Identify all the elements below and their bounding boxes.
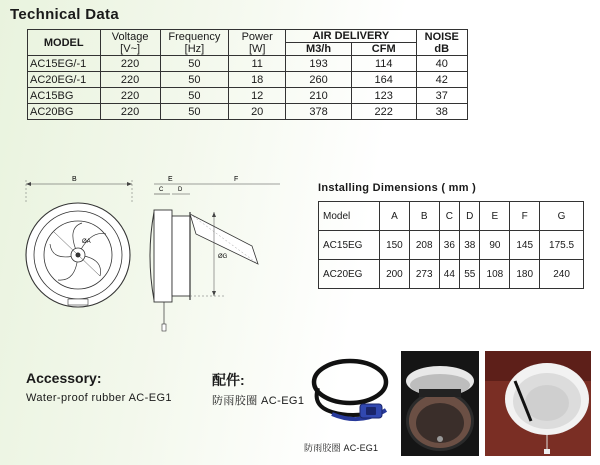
header-noise: NOISE dB [416,30,467,56]
value-cell: 273 [409,260,439,289]
header-cfm: CFM [351,43,416,56]
value-cell: 175.5 [540,231,584,260]
value-cell: 12 [229,88,286,104]
page-title: Technical Data [10,6,119,23]
header-model: MODEL [28,30,101,56]
table-row [28,88,468,104]
header-frequency: Frequency [Hz] [160,30,228,56]
header-voltage: Voltage [V~] [100,30,160,56]
value-cell: 50 [160,56,228,72]
model-cell: AC20EG/-1 [28,72,101,88]
value-cell: 50 [160,104,228,120]
model-cell: AC20EG [319,260,380,289]
value-cell: 220 [100,72,160,88]
value-cell: 90 [480,231,510,260]
table-row [28,56,468,72]
model-cell: AC15BG [28,88,101,104]
value-cell: 220 [100,56,160,72]
model-cell: AC15EG/-1 [28,56,101,72]
accessory-description: Water-proof rubber AC-EG1 [26,392,172,404]
rubber-strap-photo [306,352,404,438]
value-cell: 240 [540,260,584,289]
header-cell: Model [319,202,380,231]
rubber-strap-caption: 防雨胶圈 AC-EG1 [304,443,379,453]
value-cell: 55 [460,260,480,289]
value-cell: 378 [286,104,352,120]
table-row [319,231,584,260]
value-cell: 42 [416,72,467,88]
dim-label-a: ØA [82,239,91,245]
value-cell: 193 [286,56,352,72]
fan-with-seal-photo [401,351,479,456]
value-cell: 208 [409,231,439,260]
value-cell: 37 [416,88,467,104]
header-cell: F [510,202,540,231]
header-cell: C [439,202,459,231]
table-row [28,72,468,88]
accessory-title-cn: 配件: [212,372,245,388]
dim-label-c: C [159,187,164,193]
header-air-delivery: AIR DELIVERY [286,30,416,43]
value-cell: 108 [480,260,510,289]
value-cell: 145 [510,231,540,260]
header-power: Power [W] [229,30,286,56]
value-cell: 180 [510,260,540,289]
value-cell: 38 [460,231,480,260]
value-cell: 260 [286,72,352,88]
value-cell: 220 [100,88,160,104]
value-cell: 200 [380,260,410,289]
technical-data-table [27,29,468,120]
header-cell: E [480,202,510,231]
installing-dimensions-title: Installing Dimensions ( mm ) [318,182,477,194]
dim-label-b: B [72,176,77,183]
model-cell: AC20BG [28,104,101,120]
header-m3h: M3/h [286,43,352,56]
value-cell: 44 [439,260,459,289]
value-cell: 11 [229,56,286,72]
value-cell: 210 [286,88,352,104]
installing-dimensions-table [318,201,584,289]
value-cell: 38 [416,104,467,120]
model-cell: AC15EG [319,231,380,260]
value-cell: 164 [351,72,416,88]
value-cell: 123 [351,88,416,104]
value-cell: 40 [416,56,467,72]
header-cell: A [380,202,410,231]
value-cell: 222 [351,104,416,120]
value-cell: 18 [229,72,286,88]
accessory-description-cn: 防雨胶圈 AC-EG1 [212,395,305,407]
value-cell: 114 [351,56,416,72]
table-row [28,104,468,120]
table-header-row [319,202,584,231]
value-cell: 150 [380,231,410,260]
dim-label-e: E [168,176,173,183]
value-cell: 20 [229,104,286,120]
table-row [319,260,584,289]
dim-label-f: F [234,176,239,183]
header-cell: G [540,202,584,231]
fan-dimension-drawing [14,168,304,340]
value-cell: 220 [100,104,160,120]
header-cell: B [409,202,439,231]
fan-mounted-photo [485,351,591,456]
value-cell: 50 [160,88,228,104]
value-cell: 50 [160,72,228,88]
value-cell: 36 [439,231,459,260]
header-cell: D [460,202,480,231]
accessory-title: Accessory: [26,370,102,386]
dim-label-d: D [178,187,183,193]
dim-label-g: ØG [218,254,228,260]
